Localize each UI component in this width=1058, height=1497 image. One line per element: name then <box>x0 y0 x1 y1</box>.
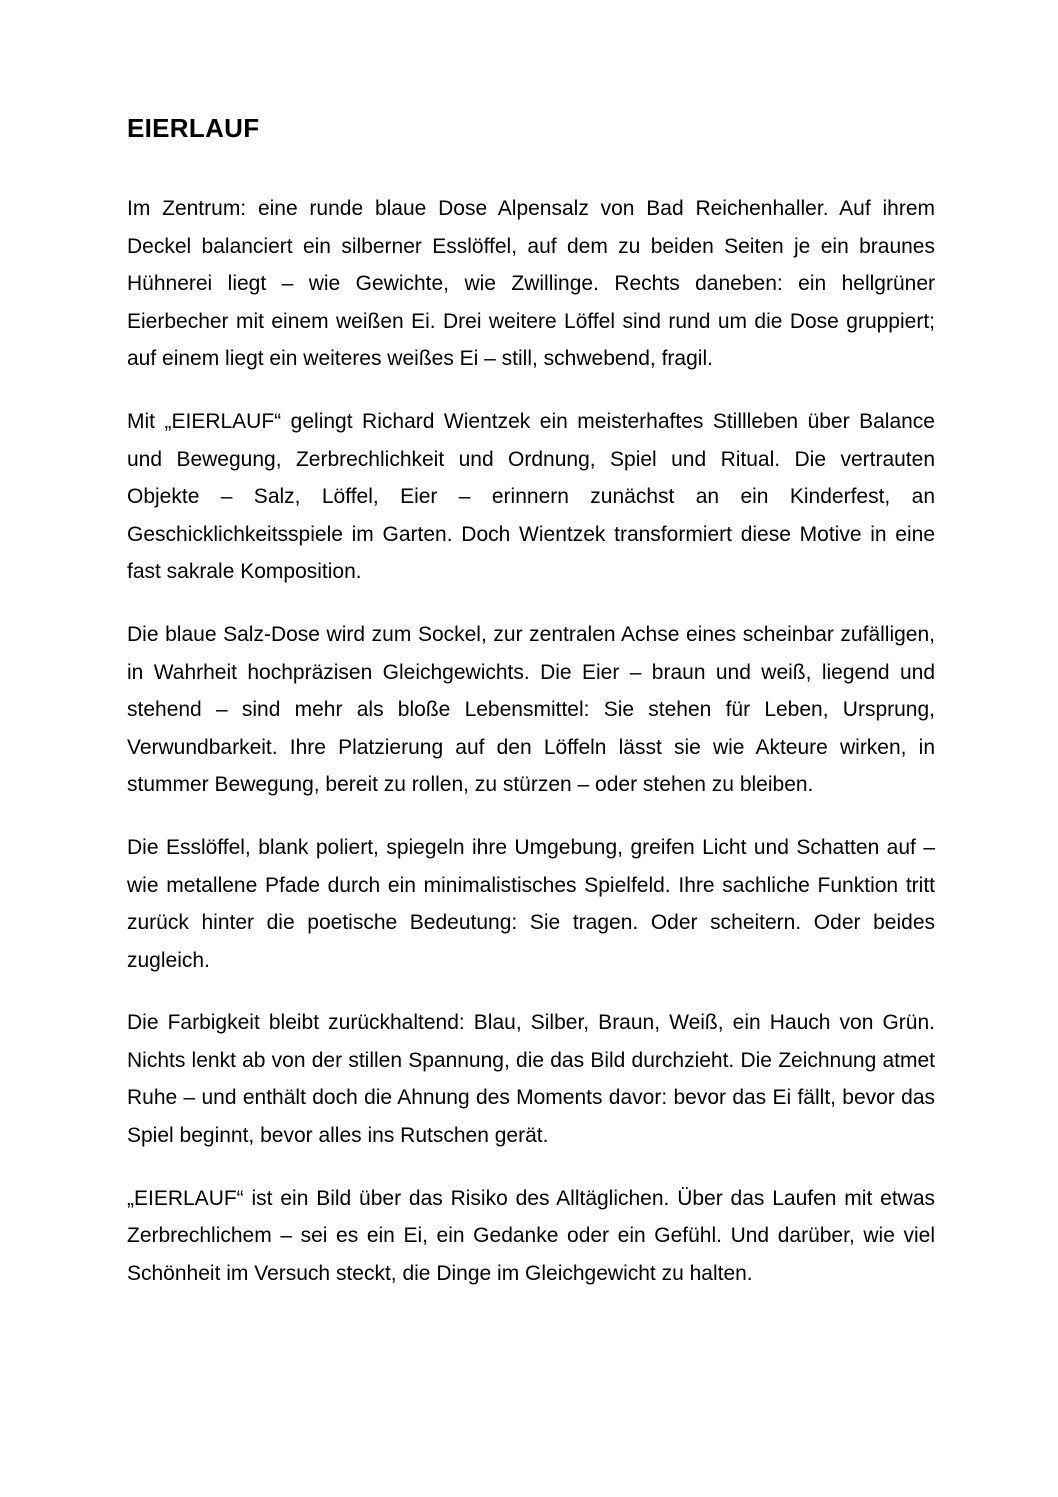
paragraph-farbigkeit: Die Farbigkeit bleibt zurückhaltend: Blau, Silber, Braun, Weiß, ein Hauch von Grün. Nichts lenkt ab von der stillen Spannung, die das Bild durchzieht. Die Zeichnung atmet Ruhe – und enthält doch die Ahnung des Moments davor: bevor das Ei fällt, bevor das Spiel beginnt, bevor alles ins Rutschen gerät. <box>127 1011 935 1148</box>
paragraph-salzdose: Die blaue Salz-Dose wird zum Sockel, zur zentralen Achse eines scheinbar zufälligen, in Wahrheit hochpräzisen Gleichgewichts. Die Eier – braun und weiß, liegend und stehend – sind mehr als bloße Lebensmittel: Sie stehen für Leben, Ursprung, Verwundbarkeit. Ihre Platzierung auf den Löffeln lässt sie wie Akteure wirken, in stummer Bewegung, bereit zu rollen, zu stürzen – oder stehen zu bleiben. <box>127 622 935 797</box>
paragraph-intro: Im Zentrum: eine runde blaue Dose Alpensalz von Bad Reichenhaller. Auf ihrem Deckel balanciert ein silberner Esslöffel, auf dem zu beiden Seiten je ein braunes Hühnerei liegt – wie Gewichte, wie Zwillinge. Rechts daneben: ein hellgrüner Eierbecher mit einem weißen Ei. Drei weitere Löffel sind rund um die Dose gruppiert; auf einem liegt ein weiteres weißes Ei – still, schwebend, fragil. <box>127 197 935 371</box>
paragraph-essloeffel: Die Esslöffel, blank poliert, spiegeln ihre Umgebung, greifen Licht und Schatten auf – wie metallene Pfade durch ein minimalistisches Spielfeld. Ihre sachliche Funktion tritt zurück hinter die poetische Bedeutung: Sie tragen. Oder scheitern. Oder beides zugleich. <box>127 835 935 972</box>
document-title: EIERLAUF <box>127 113 260 143</box>
paragraph-artist: Mit „EIERLAUF“ gelingt Richard Wientzek ein meisterhaftes Stillleben über Balance und Bewegung, Zerbrechlichkeit und Ordnung, Spiel und Ritual. Die vertrauten Objekte – Salz, Löffel, Eier – erinnern zunächst an ein Kinderfest, an Geschicklichkeitsspiele im Garten. Doch Wientzek transformiert diese Motive in eine fast sakrale Komposition. <box>127 409 935 584</box>
paragraph-fazit: „EIERLAUF“ ist ein Bild über das Risiko des Alltäglichen. Über das Laufen mit etwas Zerbrechlichem – sei es ein Ei, ein Gedanke oder ein Gefühl. Und darüber, wie viel Schönheit im Versuch steckt, die Dinge im Gleichgewicht zu halten. <box>127 1186 935 1285</box>
